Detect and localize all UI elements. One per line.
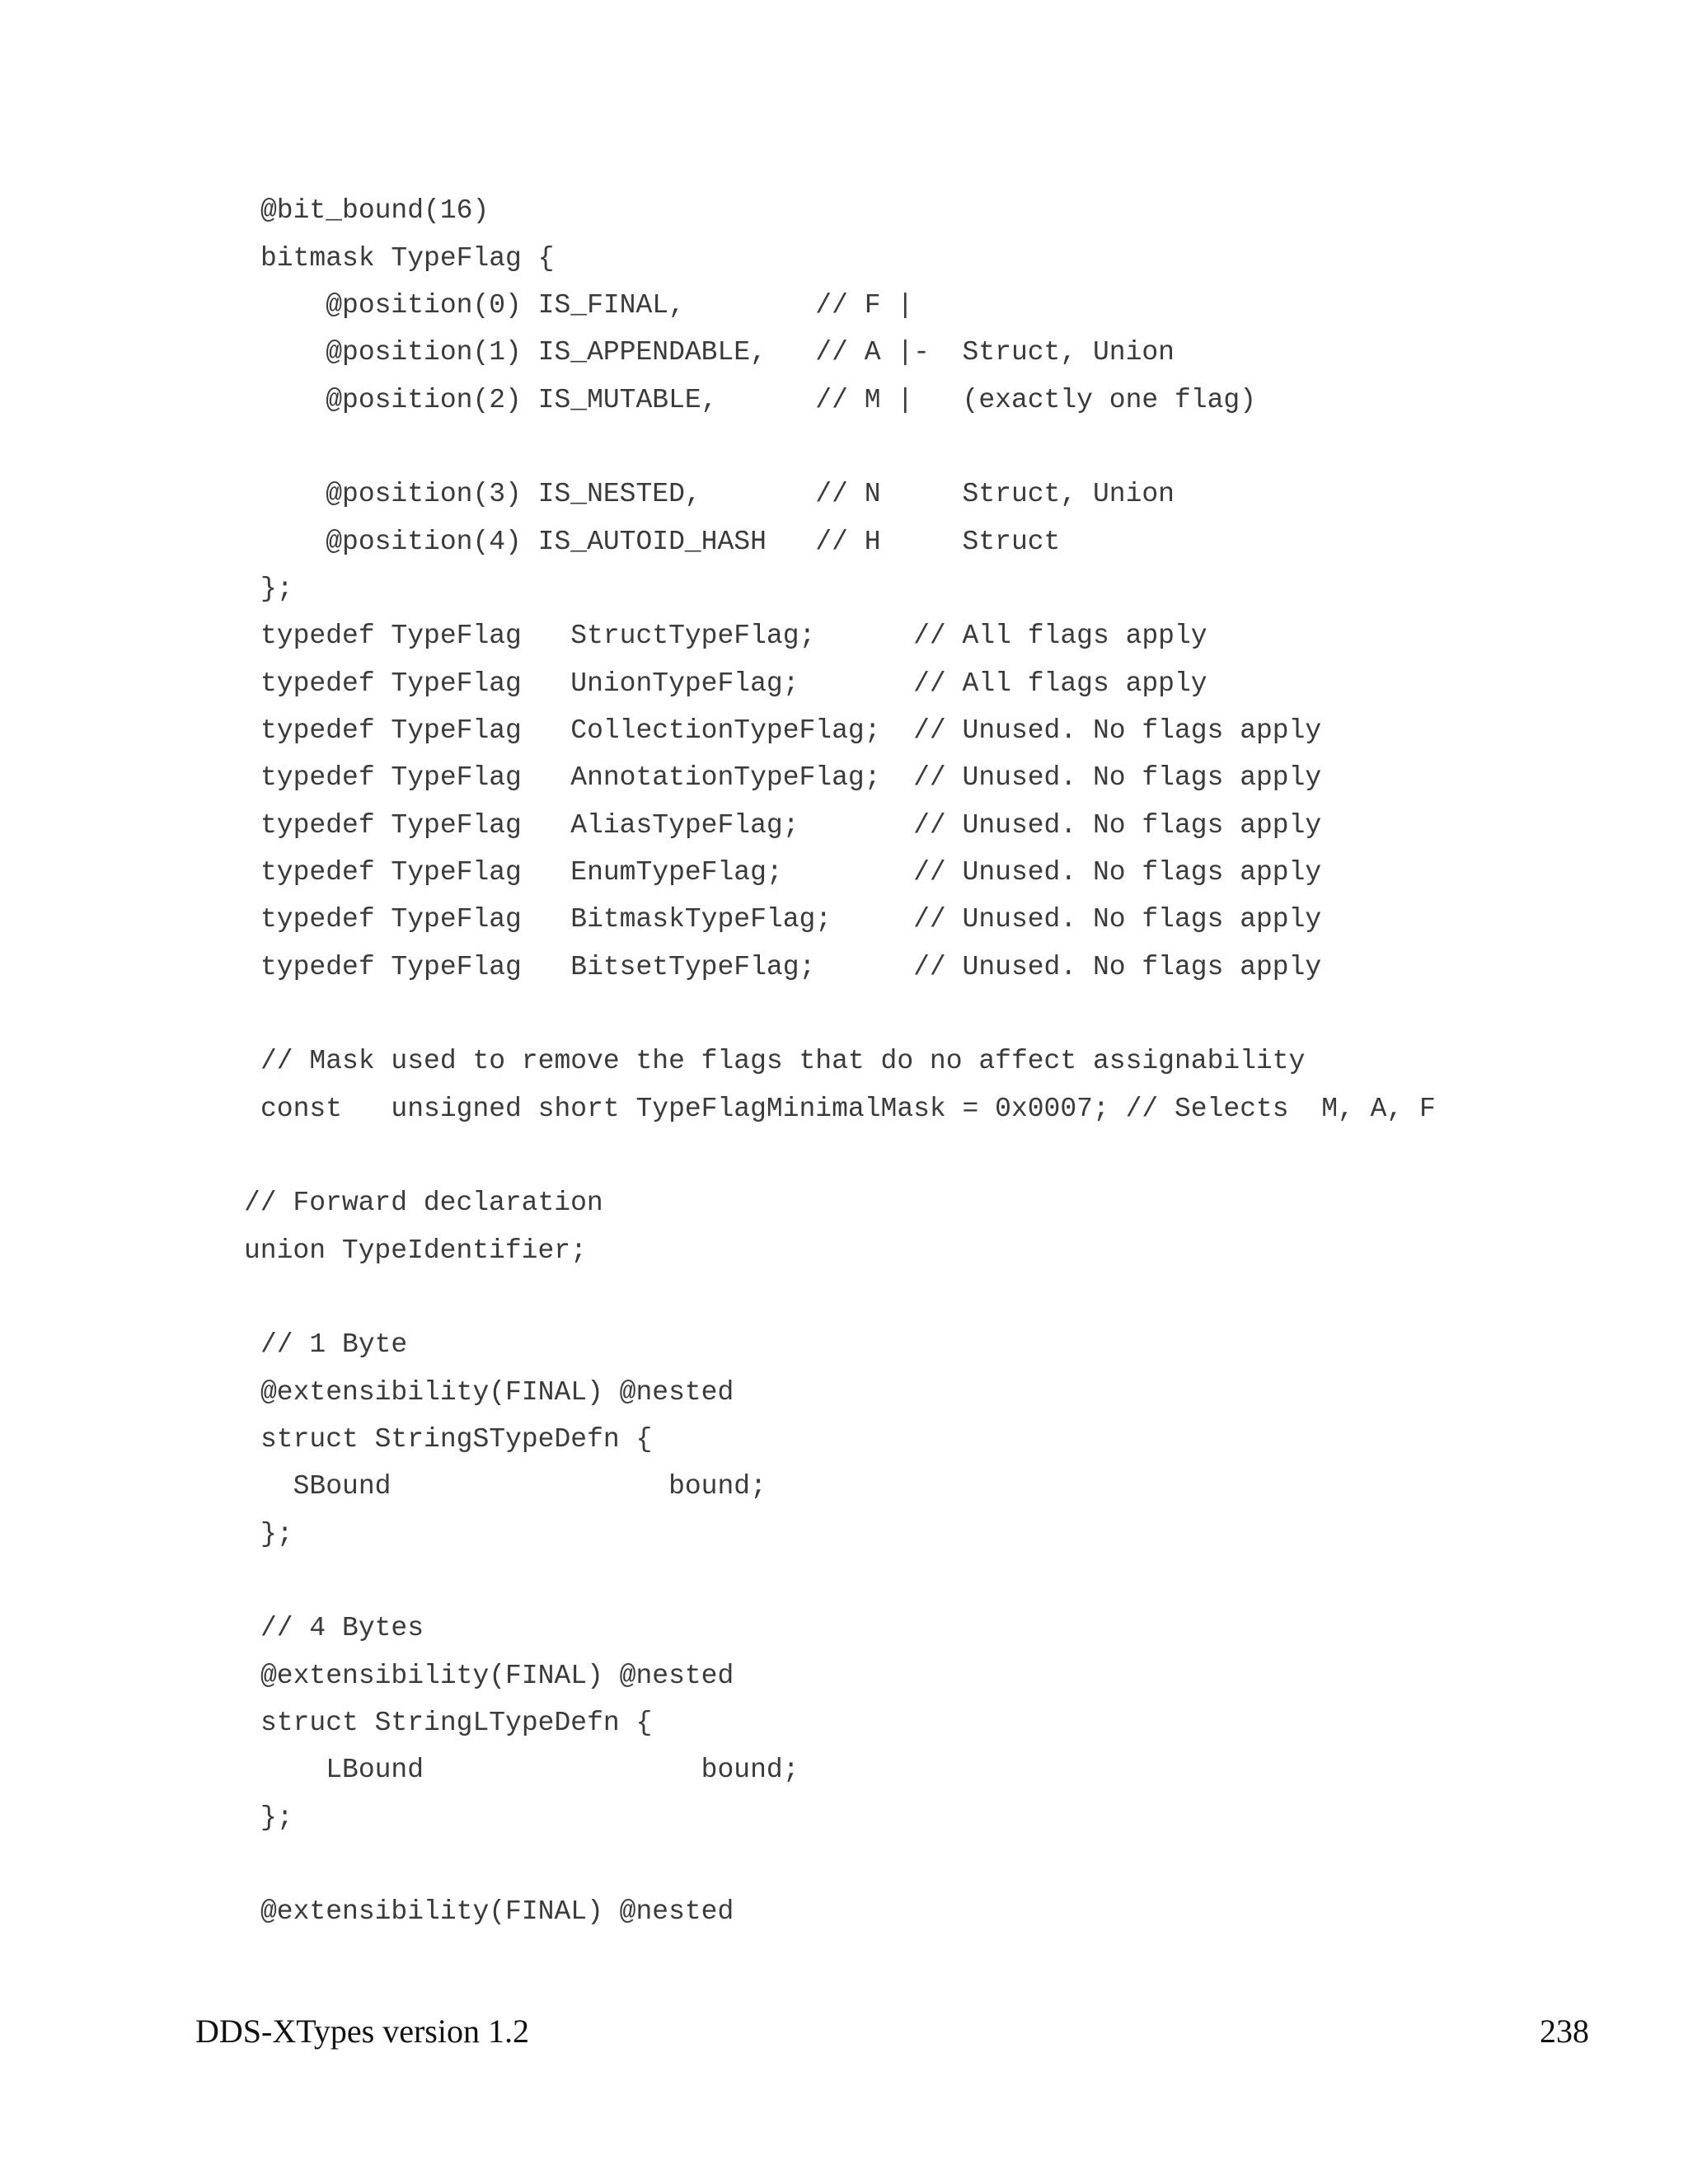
code-line: // 4 Bytes — [260, 1613, 424, 1643]
code-line: typedef TypeFlag BitsetTypeFlag; // Unused. No flags apply — [260, 952, 1322, 982]
code-line: // 1 Byte — [260, 1329, 408, 1360]
code-line: @position(1) IS_APPENDABLE, // A |- Struct, Union — [260, 337, 1175, 368]
code-line: typedef TypeFlag AnnotationTypeFlag; // Unused. No flags apply — [260, 762, 1322, 793]
code-line: struct StringLTypeDefn { — [260, 1708, 653, 1738]
code-line: @extensibility(FINAL) @nested — [260, 1896, 734, 1927]
code-line: bitmask TypeFlag { — [260, 243, 555, 274]
code-line: typedef TypeFlag CollectionTypeFlag; // Unused. No flags apply — [260, 715, 1322, 746]
code-line: @position(2) IS_MUTABLE, // M | (exactly one flag) — [260, 385, 1256, 415]
code-line: }; — [260, 1519, 293, 1549]
code-line: @extensibility(FINAL) @nested — [260, 1377, 734, 1408]
code-line: @bit_bound(16) — [260, 195, 490, 226]
code-line: typedef TypeFlag AliasTypeFlag; // Unused. No flags apply — [260, 810, 1322, 841]
code-line: const unsigned short TypeFlagMinimalMask = 0x0007; // Selects M, A, F — [260, 1094, 1436, 1124]
code-line: @position(4) IS_AUTOID_HASH // H Struct — [260, 527, 1061, 557]
code-line: typedef TypeFlag EnumTypeFlag; // Unused. No flags apply — [260, 857, 1322, 888]
code-line: @position(3) IS_NESTED, // N Struct, Union — [260, 479, 1175, 509]
code-line: union TypeIdentifier; — [244, 1235, 587, 1266]
code-line: SBound bound; — [260, 1471, 767, 1502]
code-line: }; — [260, 574, 293, 604]
code-line: typedef TypeFlag StructTypeFlag; // All flags apply — [260, 621, 1207, 651]
code-line: typedef TypeFlag BitmaskTypeFlag; // Unused. No flags apply — [260, 904, 1322, 935]
footer-page-number: 238 — [1540, 2013, 1589, 2050]
code-line: @position(0) IS_FINAL, // F | — [260, 290, 914, 321]
footer-document-title: DDS-XTypes version 1.2 — [195, 2013, 529, 2050]
code-line: LBound bound; — [260, 1755, 799, 1785]
code-line: typedef TypeFlag UnionTypeFlag; // All flags apply — [260, 668, 1207, 699]
code-line: @extensibility(FINAL) @nested — [260, 1661, 734, 1691]
code-line: // Forward declaration — [244, 1188, 603, 1218]
code-line: struct StringSTypeDefn { — [260, 1424, 653, 1455]
code-line: // Mask used to remove the flags that do no affect assignability — [260, 1046, 1306, 1076]
code-line: }; — [260, 1802, 293, 1833]
